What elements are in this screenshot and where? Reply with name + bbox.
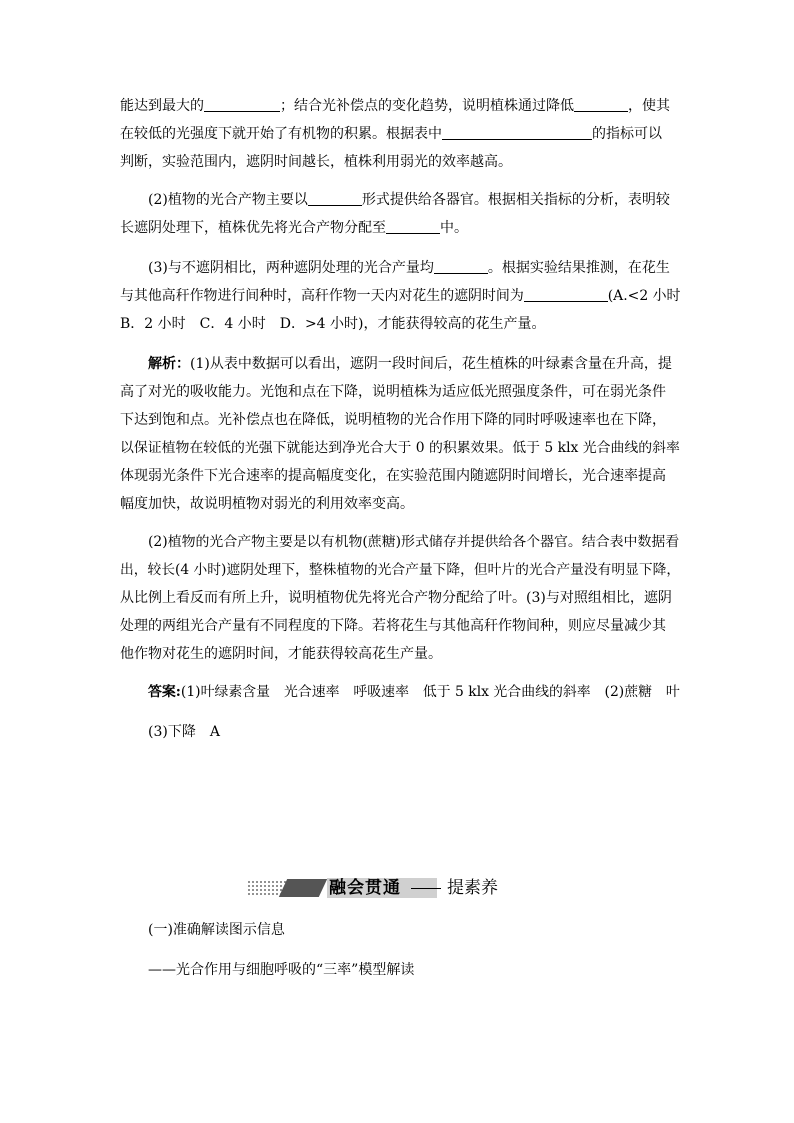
answer-blank[interactable] xyxy=(574,97,628,112)
text: 他作物对花生的遮阴时间，才能获得较高花生产量。 xyxy=(120,646,442,662)
text: (1)从表中数据可以看出，遮阴一段时间后，花生植株的叶绿素含量在升高，提 xyxy=(190,356,672,372)
answer-line-2 xyxy=(148,722,680,742)
text: (3)与不遮阴相比，两种遮阴处理的光合产量均 xyxy=(148,260,434,276)
analysis-label: 解析： xyxy=(148,356,190,372)
banner-title: 融会贯通 xyxy=(329,878,401,898)
paragraph-1-line-3 xyxy=(120,152,680,172)
text: (3)下降 A xyxy=(148,724,220,740)
text: 下达到饱和点。光补偿点也在降低，说明植物的光合作用下降的同时呼吸速率也在下降， xyxy=(120,412,666,428)
analysis-line-1 xyxy=(148,354,680,374)
text: ，使其 xyxy=(628,98,670,114)
answer-blank[interactable] xyxy=(204,97,280,112)
paragraph-1-line-2 xyxy=(120,124,680,144)
answer-line-1 xyxy=(148,682,680,702)
text: (2)植物的光合产物主要是以有机物(蔗糖)形式储存并提供给各个器官。结合表中数据看 xyxy=(148,534,680,550)
text: 以保证植物在较低的光强下就能达到净光合大于 0 的积累效果。低于 5 klx 光合曲线的斜率 xyxy=(120,440,680,456)
text: 幅度加快，故说明植物对弱光的利用效率变高。 xyxy=(120,496,414,512)
banner-dash-rule xyxy=(411,888,441,889)
text: (一)准确解读图示信息 xyxy=(148,922,285,938)
answer-label: 答案: xyxy=(148,684,181,700)
analysis-line-6 xyxy=(120,494,680,514)
analysis-2-line-4 xyxy=(120,616,680,636)
text: 处理的两组光合产量有不同程度的下降。若将花生与其他高秆作物间种，则应尽量减少其 xyxy=(120,618,666,634)
analysis-line-3 xyxy=(120,410,680,430)
text: (A.<2 小时 xyxy=(607,288,681,304)
text: 的指标可以 xyxy=(592,126,662,142)
question-2-line-2 xyxy=(120,218,680,238)
analysis-2-line-2 xyxy=(120,560,680,580)
text: 高了对光的吸收能力。光饱和点在下降，说明植株为适应低光照强度条件，可在弱光条件 xyxy=(120,384,666,400)
text: 在较低的光强度下就开始了有机物的积累。根据表中 xyxy=(120,126,442,142)
text: 体现弱光条件下光合速率的提高幅度变化，在实验范围内随遮阴时间增长，光合速率提高 xyxy=(120,468,666,484)
text: B．2 小时 C．4 小时 D．>4 小时)，才能获得较高的花生产量。 xyxy=(120,316,546,332)
section-subheading xyxy=(148,960,680,980)
text: 形式提供给各器官。根据相关指标的分析，表明较 xyxy=(361,192,670,208)
text: 从比例上看反而有所上升，说明植物优先将光合产物分配给了叶。(3)与对照组相比，遮阴 xyxy=(120,590,672,606)
question-3-line-2 xyxy=(120,286,680,306)
question-2-line-1 xyxy=(148,190,680,210)
analysis-line-5 xyxy=(120,466,680,486)
answer-blank[interactable] xyxy=(524,287,608,302)
question-3-line-1 xyxy=(148,258,680,278)
analysis-line-4 xyxy=(120,438,680,458)
answer-blank[interactable] xyxy=(308,191,362,206)
section-heading xyxy=(148,920,680,940)
answer-blank[interactable] xyxy=(442,125,592,140)
text: 能达到最大的 xyxy=(120,98,204,114)
text: (1)叶绿素含量 光合速率 呼吸速率 低于 5 klx 光合曲线的斜率 (2)蔗糖 叶 xyxy=(180,684,680,700)
text: 中。 xyxy=(440,220,468,236)
paragraph-1-line-1 xyxy=(120,96,680,116)
answer-blank[interactable] xyxy=(386,219,440,234)
banner-subtitle: 提素养 xyxy=(447,878,498,898)
slash-decoration xyxy=(279,879,327,897)
answer-blank[interactable] xyxy=(434,259,488,274)
text: 判断，实验范围内，遮阴时间越长，植株利用弱光的效率越高。 xyxy=(120,154,512,170)
text: (2)植物的光合产物主要以 xyxy=(148,192,308,208)
analysis-line-2 xyxy=(120,382,680,402)
text: 与其他高秆作物进行间种时，高秆作物一天内对花生的遮阴时间为 xyxy=(120,288,524,304)
text: ；结合光补偿点的变化趋势，说明植株通过降低 xyxy=(280,98,574,114)
section-banner xyxy=(247,874,547,904)
text: 出，较长(4 小时)遮阴处理下，整株植物的光合产量下降，但叶片的光合产量没有明显下降， xyxy=(120,562,681,578)
question-3-line-3 xyxy=(120,314,680,334)
analysis-2-line-1 xyxy=(148,532,680,552)
text: 。根据实验结果推测，在花生 xyxy=(487,260,670,276)
analysis-2-line-5 xyxy=(120,644,680,664)
text: 长遮阴处理下，植株优先将光合产物分配至 xyxy=(120,220,386,236)
analysis-2-line-3 xyxy=(120,588,680,608)
text: ——光合作用与细胞呼吸的“三率”模型解读 xyxy=(148,962,415,978)
